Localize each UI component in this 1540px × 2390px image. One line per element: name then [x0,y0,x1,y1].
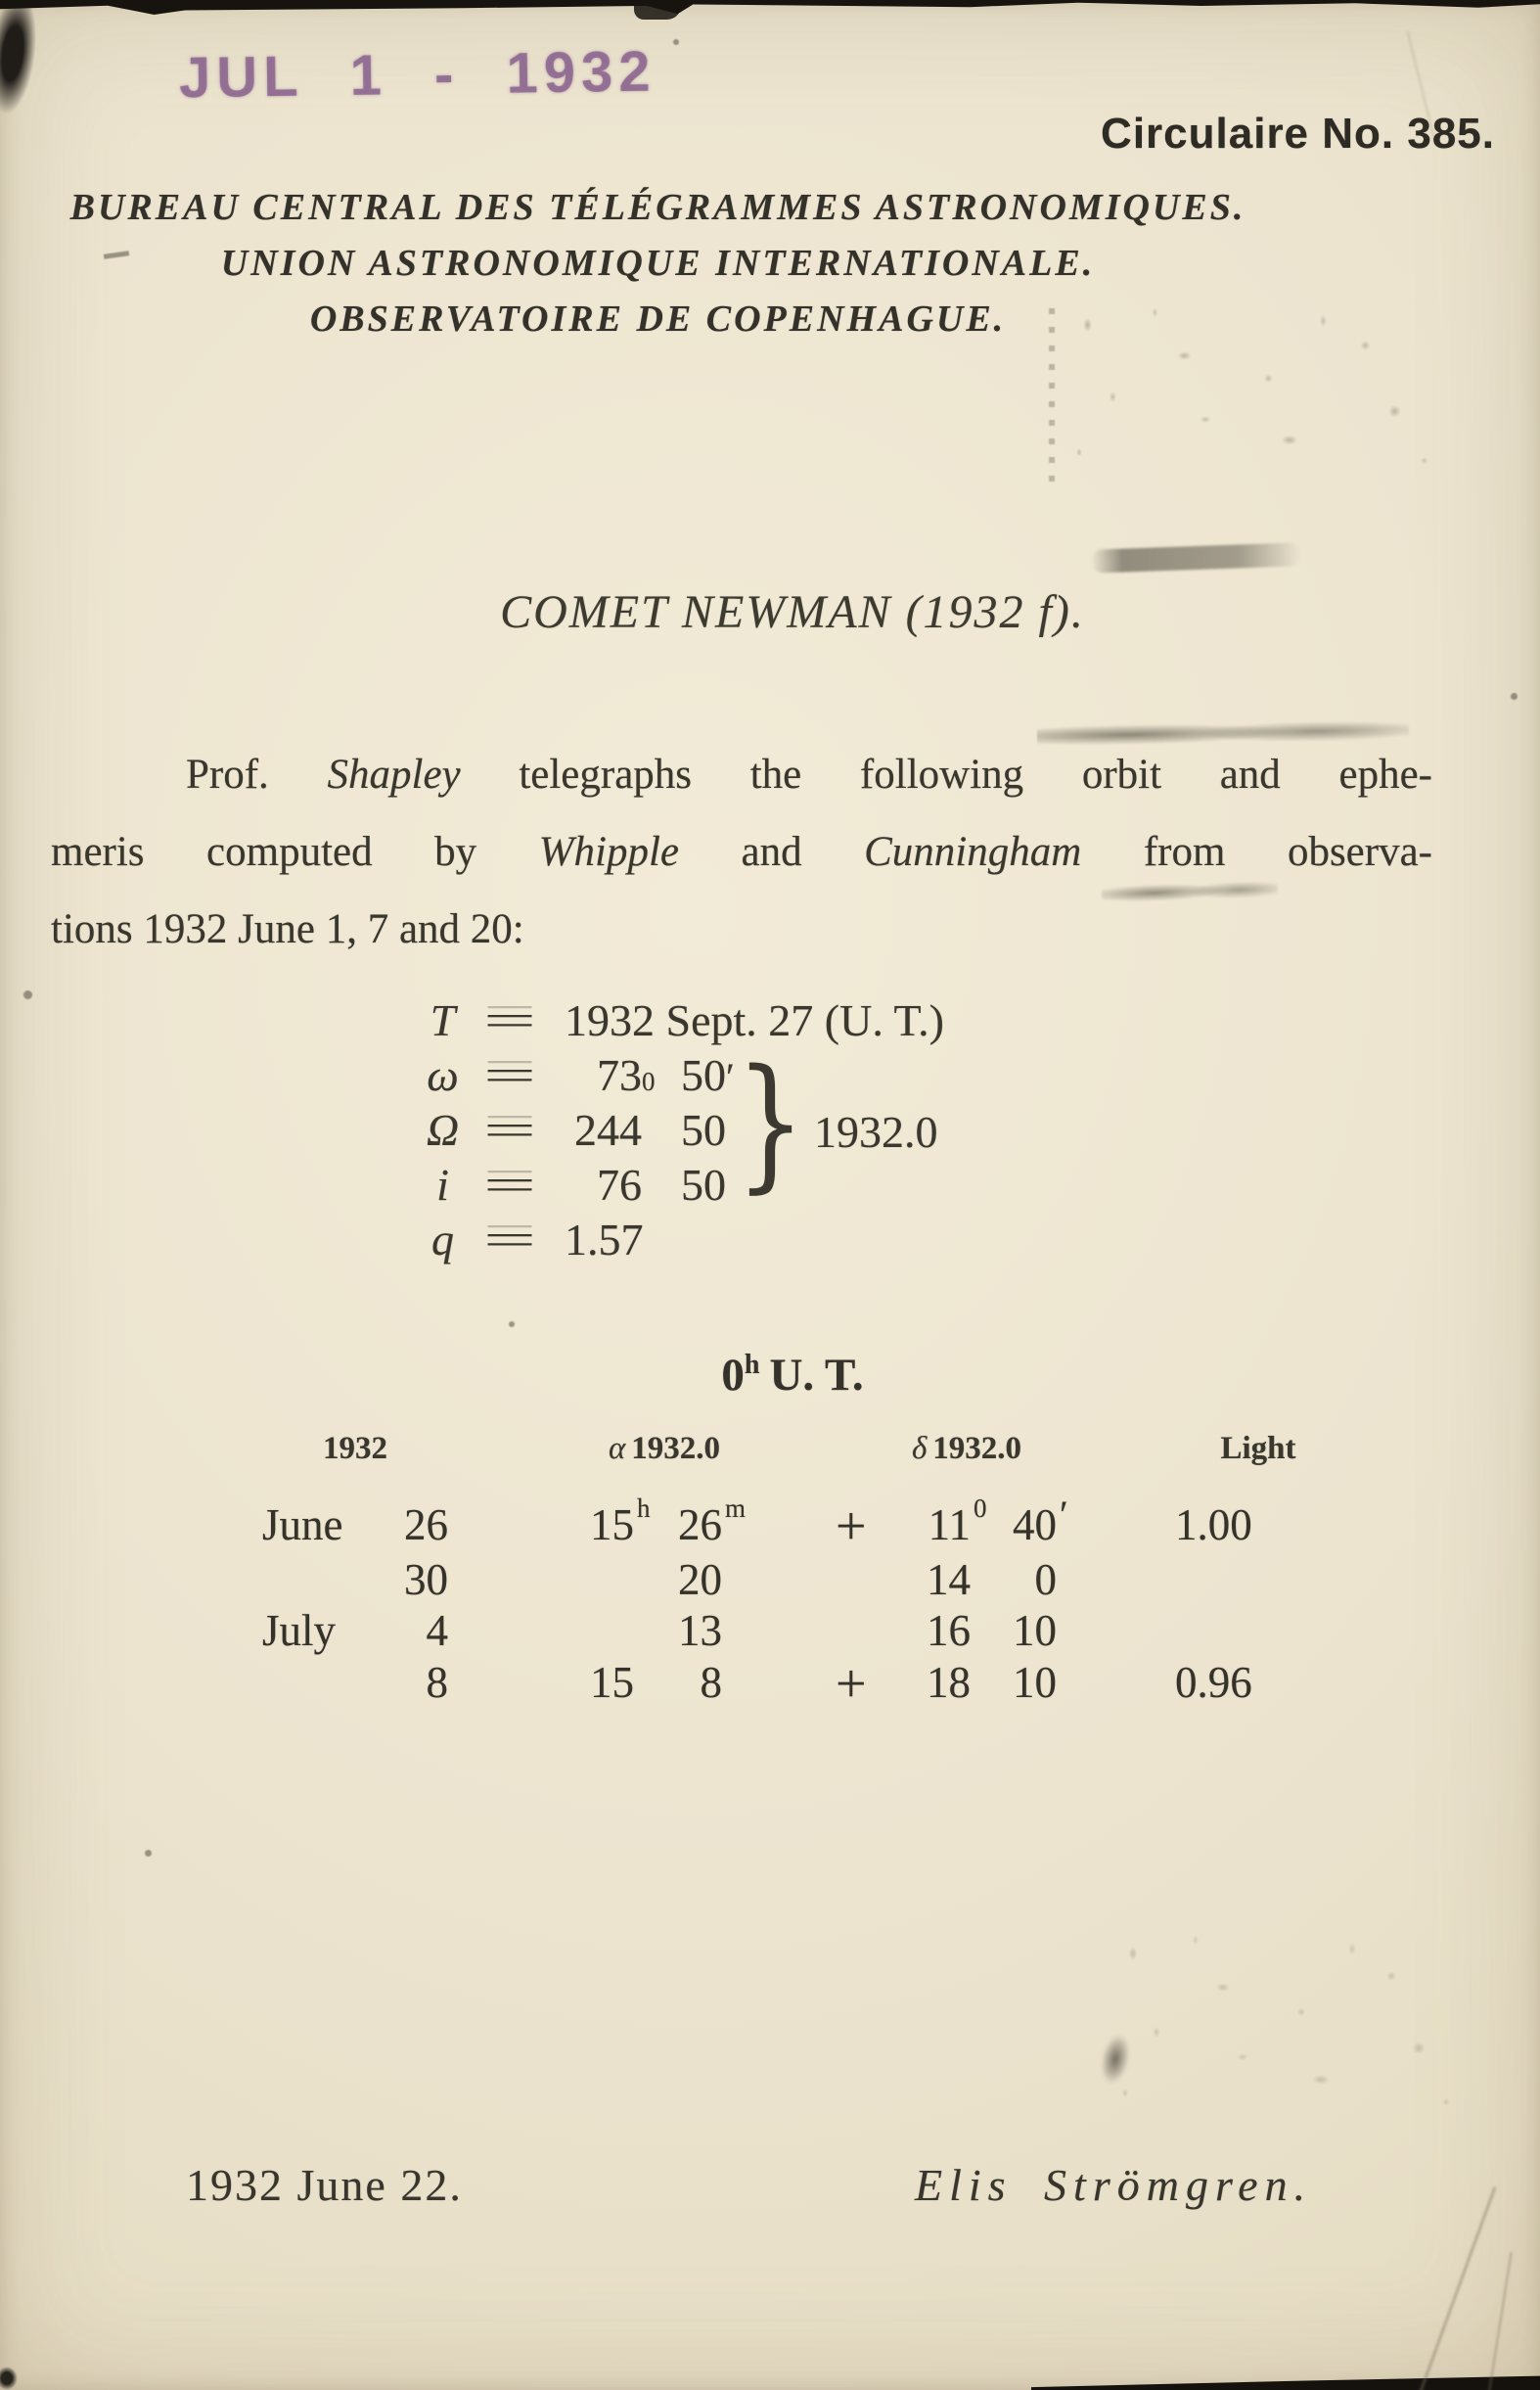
page-title: COMET NEWMAN (1932 f). [500,586,1085,638]
column-header-light: Light [1220,1431,1296,1466]
degree-mark: 0 [974,1494,987,1523]
paragraph-line-2 [51,813,1432,891]
element-row-inclination [416,1159,944,1214]
paragraph-text: from observa- [1081,829,1432,875]
cell-dec-arcminutes: 0 [1034,1555,1057,1604]
cell-dec-arcminutes: 10 [1013,1606,1057,1655]
cell-dec-degrees: 16 [927,1606,971,1655]
table-row [0,1554,1540,1611]
scan-edge-top [0,0,1540,15]
prime-mark: ′ [726,1055,735,1099]
cell-month: June [262,1500,343,1549]
paragraph-line-3 [51,891,1432,968]
cell-dec-sign: + [836,1496,867,1557]
delta-symbol: δ [911,1431,928,1466]
element-symbol: ω [427,1050,459,1100]
cell-day: 8 [426,1658,448,1707]
table-row [0,1654,1540,1715]
scan-edge-bottom [1031,2374,1540,2390]
dec-equinox: 1932.0 [932,1431,1022,1466]
hour-superscript: h [744,1350,760,1380]
element-degrees: 73 [597,1050,642,1100]
cell-month: July [262,1606,337,1655]
degree-mark: 0 [642,1067,656,1096]
element-minutes: 50 [681,1160,726,1210]
cell-dec-sign: + [836,1654,867,1715]
heading-ut: U. T. [769,1350,864,1401]
cell-day: 30 [404,1555,448,1604]
grouping-brace: } [736,1038,806,1207]
scan-edge-bottom-left-dot [0,2367,18,2390]
paragraph-text: telegraphs the following orbit and ephe- [460,752,1432,798]
cell-dec-degrees: 11 [928,1500,971,1549]
element-value: 1932 Sept. 27 (U. T.) [565,995,944,1045]
element-symbol: i [436,1160,449,1210]
cell-ra-hours: 15 [590,1500,634,1549]
scan-edge-top-left-blob [0,0,42,116]
heading-zero: 0 [721,1350,745,1401]
ephemeris-heading [45,1349,1540,1402]
paragraph-text: meris computed by [51,829,539,875]
paragraph-text: and [678,829,865,875]
ra-equinox: 1932.0 [631,1431,721,1466]
equals-sign: = [482,1215,537,1264]
minute-mark: m [725,1494,747,1523]
ink-smudge [1091,542,1302,573]
paragraph-text: Prof. [186,752,328,798]
cell-ra-minutes: 20 [678,1555,722,1604]
scan-edge-top-notch [634,0,681,20]
org-line-union: UNION ASTRONOMIQUE INTERNATIONALE. [220,243,1096,284]
org-line-bureau: BUREAU CENTRAL DES TÉLÉGRAMMES ASTRONOMIQUES. [69,187,1246,228]
element-row-T [416,994,944,1049]
table-row [0,1605,1540,1662]
element-minutes: 50 [681,1050,726,1100]
element-row-q [416,1214,944,1268]
signature: Elis Strömgren. [915,2160,1313,2210]
person-name-whipple: Whipple [538,829,679,875]
column-header-dec [859,1431,1074,1467]
paper-speck [23,990,32,999]
paper-speck [145,1850,152,1857]
element-symbol: q [431,1215,454,1264]
prime-mark: ′ [1060,1493,1068,1537]
cell-dec-arcminutes: 40 [1013,1500,1057,1549]
ephemeris-column-headers [0,1431,1540,1474]
equals-sign: = [482,1160,537,1210]
element-symbol: T [430,995,456,1045]
cell-light: 0.96 [1175,1658,1252,1707]
equals-sign: = [482,995,537,1045]
cell-day: 26 [404,1500,448,1549]
cell-ra-hours: 15 [590,1658,634,1707]
footer-date: 1932 June 22. [186,2160,463,2210]
alpha-symbol: α [608,1431,626,1466]
date-received-stamp: JUL 1 - 1932 [178,39,657,111]
intro-paragraph [51,736,1432,968]
person-name-shapley: Shapley [327,752,461,798]
cell-day: 4 [426,1606,448,1655]
equinox-label: 1932.0 [814,1107,938,1157]
cell-ra-minutes: 8 [700,1658,722,1707]
paper-crease [1487,2252,1512,2390]
ink-smudge-dot [1097,2032,1134,2088]
cell-dec-degrees: 18 [927,1658,971,1707]
cell-dec-arcminutes: 10 [1013,1658,1057,1707]
paper-crease [1419,2186,1497,2390]
element-value: 1.57 [565,1215,644,1264]
paper-speck [1511,693,1517,700]
hour-mark: h [637,1494,651,1523]
column-header-year: 1932 [323,1431,387,1466]
element-degrees: 76 [597,1160,642,1210]
paper-speck [673,39,679,45]
table-row [0,1493,1540,1557]
org-line-observatory: OBSERVATOIRE DE COPENHAGUE. [309,299,1007,340]
ink-smudge [1086,1908,1477,2134]
paragraph-text: tions 1932 June 1, 7 and 20: [51,906,524,952]
cell-ra-minutes: 26 [678,1500,722,1549]
element-degrees: 244 [574,1105,642,1155]
equals-sign: = [482,1105,537,1155]
element-symbol: Ω [426,1105,460,1155]
paragraph-line-1 [51,736,1432,813]
cell-light: 1.00 [1175,1500,1252,1549]
column-header-ra [557,1431,772,1467]
person-name-cunningham: Cunningham [864,829,1082,875]
cell-ra-minutes: 13 [678,1606,722,1655]
element-minutes: 50 [681,1105,726,1155]
equals-sign: = [482,1050,537,1100]
cell-dec-degrees: 14 [927,1555,971,1604]
organization-header [0,180,1316,347]
paper-speck [509,1321,515,1327]
element-row-omega [416,1049,944,1104]
circular-number: Circulaire No. 385. [1101,110,1495,158]
